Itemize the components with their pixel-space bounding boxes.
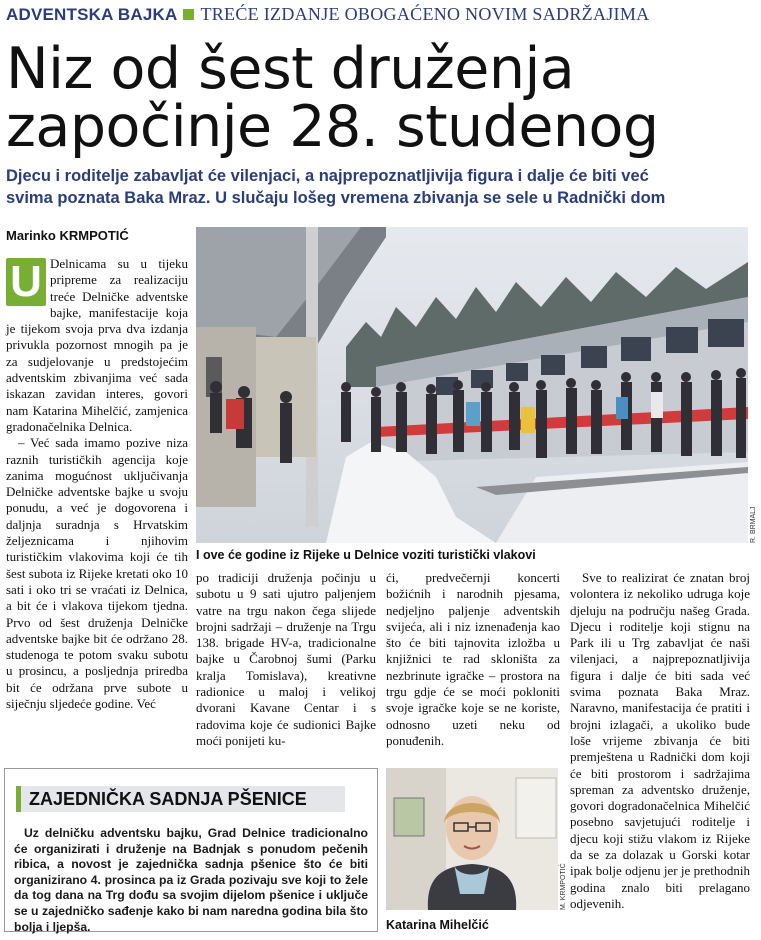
portrait-caption: Katarina Mihelčić [386, 918, 489, 932]
info-box-paragraph: Uz delničku adventsku bajku, Grad Delnice tradicionalno će organizirati i druženje na Badnjak s ponudom pečenih ribica, a novost je zajednička sadnja pšenice što će biti organizirano 4. prosinca pa iz Grada pozivaju sve koji to žele da tog dana na Trg dođu sa svojim dijelom pšenice i uključe se u zajedničko sađenje kako bi nam naredna godina bila što bolja i ljepša. [14, 826, 368, 934]
kicker-subtitle: TREĆE IZDANJE OBOGAĆENO NOVIM SADRŽAJIMA [200, 4, 650, 24]
kicker [6, 4, 649, 30]
author-last-name: KRMPOTIĆ [59, 228, 129, 243]
train-station-illustration [196, 227, 748, 543]
col3-paragraph: ći, predvečernji koncerti božićnih i narodnih pjesama, nedjeljno paljenje adventskih svijeća, ali i niz iznenađenja kao što će biti tajnovita izložba u knjižnici te rad skloništa za nezbrinute igračke – prostora na trgu gdje će se moći pokloniti svoje igračke koje se ne koriste, odnosno uzeti neku od ponuđenih. [386, 570, 560, 748]
dropcap: U [6, 258, 46, 306]
col4-paragraph: Sve to realizirat će znatan broj volontera iz nekoliko udruga koje djeluju na području našeg Grada. Djecu i roditelje koji stignu na Park ili u Trg zabavljat će naši vilenjaci, a najprepoznatljivija figura i dalje će biti sada već svima poznata Baka Mraz. Naravno, manifestacija će pratiti i brojni izlagači, a ukoliko bude loše vrijeme zbivanja će biti premještena u Radnički dom koji će biti prostorom i sadržajima spreman za adventsko druženje, govori dogradonačelnica Mihelčić posebno savjetujući roditelje i djecu koji stižu vlakom iz Rijeke da se za dolazak u Gorski kotar ipak bolje odjenu jer je prethodnih godina znalo biti prelagano odjevenih. [570, 570, 750, 911]
article-column-4 [570, 570, 750, 912]
headline-line-2: započinje 28. studenog [6, 94, 659, 160]
portrait-illustration [386, 768, 558, 910]
article-column-2 [196, 570, 376, 749]
kicker-tag: ADVENTSKA BAJKA [6, 5, 178, 24]
train-station-photo [196, 227, 748, 543]
photo-credit: R. BRMALJ [750, 506, 757, 543]
article-column-1 [6, 256, 188, 712]
col2-paragraph: po tradiciji druženja počinju u subotu u 9 sati ujutro paljenjem vatre na trgu nakon čega slijede brojni sadržaji – druženje na Trgu 138. brigade HV-a, tradicionalne bajke u Čarobnoj šumi (Parku kralja Tomislava), kreativne radionice u maloj i velikoj dvorani Kavane Centar i s radovima koje će sudionici Bajke moći ponijeti ku- [196, 570, 376, 748]
info-box-text [14, 826, 368, 935]
photo-caption: I ove će godine iz Rijeke u Delnice voziti turistički vlakovi [196, 548, 536, 562]
col1-paragraph-1: Delnicama su u tijeku pripreme za realizaciju treće Delničke adventske bajke, manifestacije koja je tijekom svoja prva dva izdanja privukla pozornost mnogih pa je za sudjelovanje u predstojećim adventskim zbivanjima već sada iskazan zavidan interes, govori nam Katarina Mihelčić, zamjenica gradonačelnika Delnica. [6, 256, 188, 434]
author-first-name: Marinko [6, 228, 56, 243]
headline-line-1: Niz od šest druženja [6, 36, 575, 102]
article-column-3 [386, 570, 560, 749]
info-box-title: ZAJEDNIČKA SADNJA PŠENICE [16, 786, 345, 812]
lead-line-1: Djecu i roditelje zabavljat će vilenjaci, a najprepoznatljivija figura i dalje će biti već [6, 167, 649, 185]
portrait-photo [386, 768, 558, 910]
byline [6, 228, 129, 243]
green-square-icon [183, 9, 194, 20]
lead [6, 165, 754, 209]
headline [6, 36, 758, 160]
portrait-credit: M. KRMPOTIĆ [560, 863, 567, 910]
col1-paragraph-2: – Već sada imamo pozive niza raznih turističkih agencija koje zanima mogućnost uključivanja Delničke adventske bajke u svoju ponudu, a već je dogovorena i daljnja suradnja s Hrvatskim željeznicama i njihovim turističkim vlakovima koji će tih šest subota iz Rijeke kretati oko 10 sati i oko tri se vraćati iz Delnica, a bit će i vlakova tijekom tjedna. Prvo od šest druženja Delničke adventske bajke bit će održano 28. studenoga te potom svaku subotu u prosincu, a posljednja priredba bit će održana prve subote u siječnju sljedeće godine. Već [6, 435, 188, 712]
lead-line-2: svima poznata Baka Mraz. U slučaju lošeg vremena zbivanja se sele u Radnički dom [6, 189, 666, 207]
